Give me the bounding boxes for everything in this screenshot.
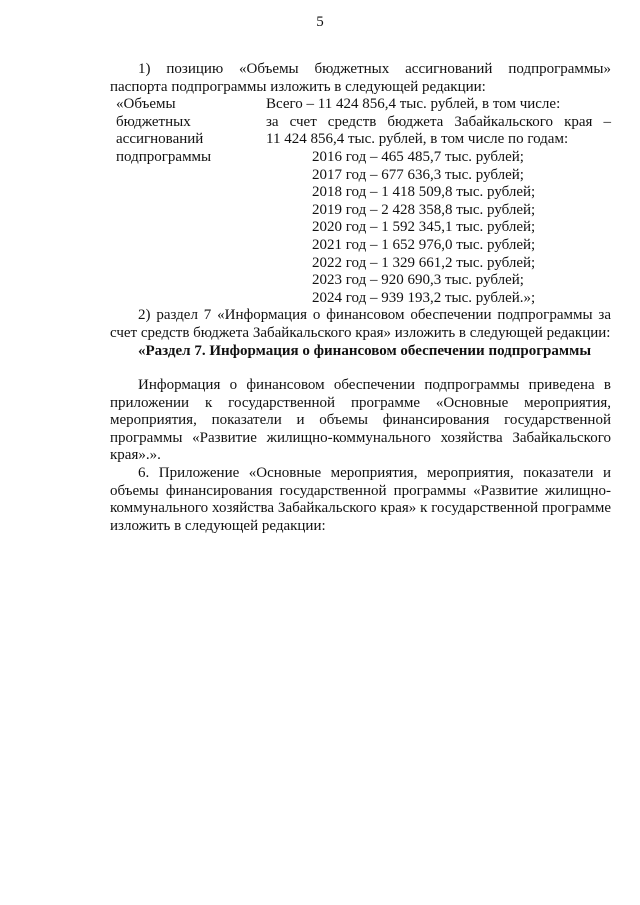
passport-year-line: 2018 год – 1 418 509,8 тыс. рублей; <box>312 184 536 201</box>
passport-year-line: 2020 год – 1 592 345,1 тыс. рублей; <box>312 219 536 236</box>
section-heading: «Раздел 7. Информация о финансовом обеспечении подпрограммы <box>138 342 592 359</box>
passport-budget-line2: 11 424 856,4 тыс. рублей, в том числе по годам: <box>266 131 569 148</box>
passport-label-line: ассигнований <box>116 131 204 148</box>
passport-year-line: 2024 год – 939 193,2 тыс. рублей.»; <box>312 289 536 306</box>
passport-year-line: 2021 год – 1 652 976,0 тыс. рублей; <box>312 236 536 253</box>
item6-paragraph: 6. Приложение «Основные мероприятия, мероприятия, показатели и объемы финансирования государственной программы «Развитие жилищно-коммунального хозяйства Забайкальского края» к государственной программе изложить в следующей редакции: <box>110 465 611 534</box>
passport-year-line: 2016 год – 465 485,7 тыс. рублей; <box>312 148 524 165</box>
passport-label-line: «Объемы <box>116 96 176 113</box>
document-body <box>110 61 611 535</box>
passport-budget-line: за счет средств бюджета Забайкальского края – <box>266 113 611 130</box>
item1-line1: 1) позицию «Объемы бюджетных ассигнований подпрограммы» <box>138 61 611 77</box>
passport-year-line: 2022 год – 1 329 661,2 тыс. рублей; <box>312 254 536 271</box>
item2-paragraph: 2) раздел 7 «Информация о финансовом обеспечении подпрограммы за счет средств бюджета Забайкальского края» изложить в следующей редакции: <box>110 307 611 341</box>
passport-year-line: 2019 год – 2 428 358,8 тыс. рублей; <box>312 201 536 218</box>
page-number: 5 <box>316 14 324 30</box>
passport-year-line: 2017 год – 677 636,3 тыс. рублей; <box>312 166 524 183</box>
passport-year-line: 2023 год – 920 690,3 тыс. рублей; <box>312 272 524 289</box>
passport-label-line: подпрограммы <box>116 148 212 165</box>
passport-total: Всего – 11 424 856,4 тыс. рублей, в том числе: <box>266 96 561 113</box>
passport-label-line: бюджетных <box>116 113 191 130</box>
passport-label <box>110 96 266 307</box>
paragraph-gap <box>110 360 611 377</box>
passport-table <box>110 96 611 307</box>
passport-value <box>266 96 611 307</box>
section-paragraph: Информация о финансовом обеспечении подпрограммы приведена в приложении к государственной программе «Основные мероприятия, мероприятия, показатели и объемы финансирования государственной программы «Развитие жилищно-коммунального хозяйства Забайкальского края».». <box>110 377 611 464</box>
item1-line2: паспорта подпрограммы изложить в следующей редакции: <box>110 78 486 95</box>
